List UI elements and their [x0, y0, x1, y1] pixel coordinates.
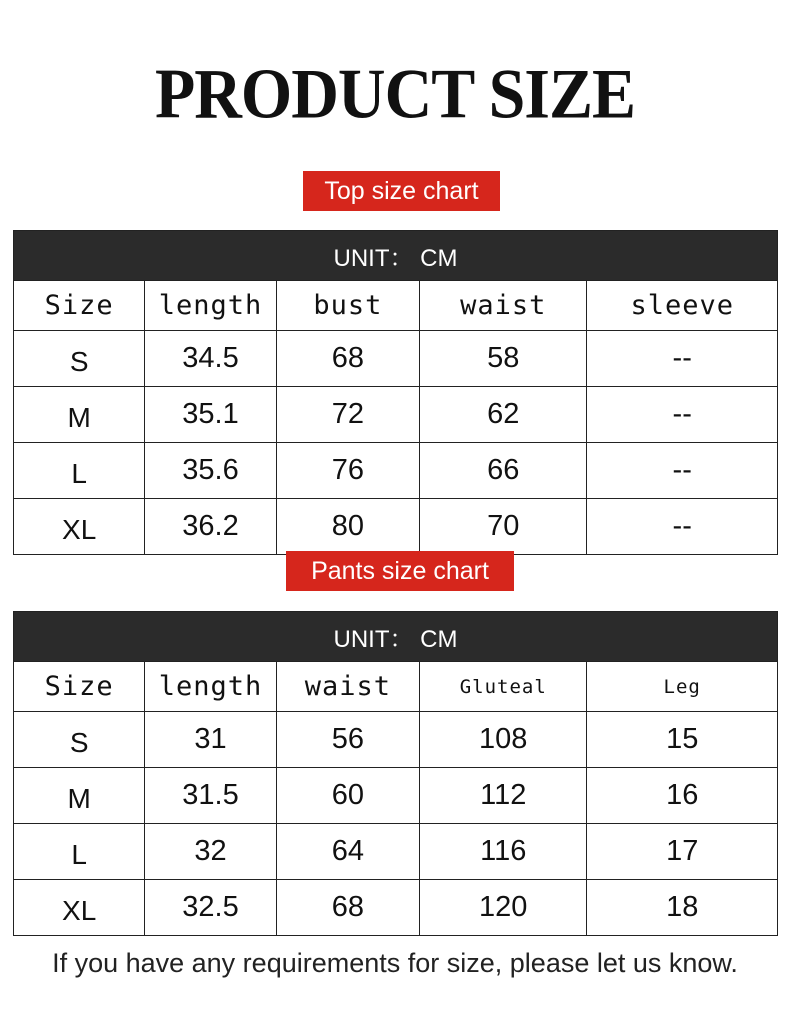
gluteal-cell: 112	[420, 768, 587, 824]
pants-size-chart-badge: Pants size chart	[286, 551, 514, 591]
leg-cell: 15	[587, 712, 778, 768]
header-bust: bust	[276, 281, 419, 331]
size-cell: M	[14, 387, 145, 443]
gluteal-cell: 116	[420, 824, 587, 880]
top-size-chart-badge: Top size chart	[303, 171, 500, 211]
table-row	[14, 880, 778, 936]
sleeve-cell: --	[587, 443, 778, 499]
header-sleeve: sleeve	[587, 281, 778, 331]
waist-cell: 56	[276, 712, 419, 768]
waist-cell: 62	[420, 387, 587, 443]
gluteal-cell: 108	[420, 712, 587, 768]
waist-cell: 70	[420, 499, 587, 555]
table-row	[14, 443, 778, 499]
size-cell: XL	[14, 499, 145, 555]
waist-cell: 60	[276, 768, 419, 824]
length-cell: 31	[145, 712, 276, 768]
header-waist: waist	[276, 662, 419, 712]
table-row	[14, 768, 778, 824]
length-cell: 31.5	[145, 768, 276, 824]
size-cell: M	[14, 768, 145, 824]
gluteal-cell: 120	[420, 880, 587, 936]
waist-cell: 64	[276, 824, 419, 880]
size-cell: L	[14, 824, 145, 880]
table-row	[14, 387, 778, 443]
header-size: Size	[14, 662, 145, 712]
sleeve-cell: --	[587, 499, 778, 555]
length-cell: 32.5	[145, 880, 276, 936]
header-waist: waist	[420, 281, 587, 331]
size-cell: XL	[14, 880, 145, 936]
size-cell: S	[14, 712, 145, 768]
table-row	[14, 499, 778, 555]
header-row	[14, 662, 778, 712]
length-cell: 35.6	[145, 443, 276, 499]
size-cell: S	[14, 331, 145, 387]
header-row	[14, 281, 778, 331]
bust-cell: 76	[276, 443, 419, 499]
waist-cell: 66	[420, 443, 587, 499]
pants-size-table	[13, 611, 778, 936]
header-gluteal: Gluteal	[420, 662, 587, 712]
leg-cell: 16	[587, 768, 778, 824]
waist-cell: 68	[276, 880, 419, 936]
table-row	[14, 824, 778, 880]
unit-label: UNIT： CM	[14, 231, 778, 281]
leg-cell: 18	[587, 880, 778, 936]
waist-cell: 58	[420, 331, 587, 387]
header-length: length	[145, 281, 276, 331]
length-cell: 32	[145, 824, 276, 880]
leg-cell: 17	[587, 824, 778, 880]
length-cell: 35.1	[145, 387, 276, 443]
footer-note: If you have any requirements for size, please let us know.	[52, 948, 738, 978]
table-row	[14, 331, 778, 387]
size-cell: L	[14, 443, 145, 499]
bust-cell: 80	[276, 499, 419, 555]
length-cell: 36.2	[145, 499, 276, 555]
unit-row	[14, 612, 778, 662]
unit-label: UNIT： CM	[14, 612, 778, 662]
sleeve-cell: --	[587, 331, 778, 387]
bust-cell: 72	[276, 387, 419, 443]
sleeve-cell: --	[587, 387, 778, 443]
header-size: Size	[14, 281, 145, 331]
length-cell: 34.5	[145, 331, 276, 387]
header-leg: Leg	[587, 662, 778, 712]
top-size-table	[13, 230, 778, 555]
bust-cell: 68	[276, 331, 419, 387]
unit-row	[14, 231, 778, 281]
header-length: length	[145, 662, 276, 712]
page-title: PRODUCT SIZE	[154, 55, 636, 134]
table-row	[14, 712, 778, 768]
